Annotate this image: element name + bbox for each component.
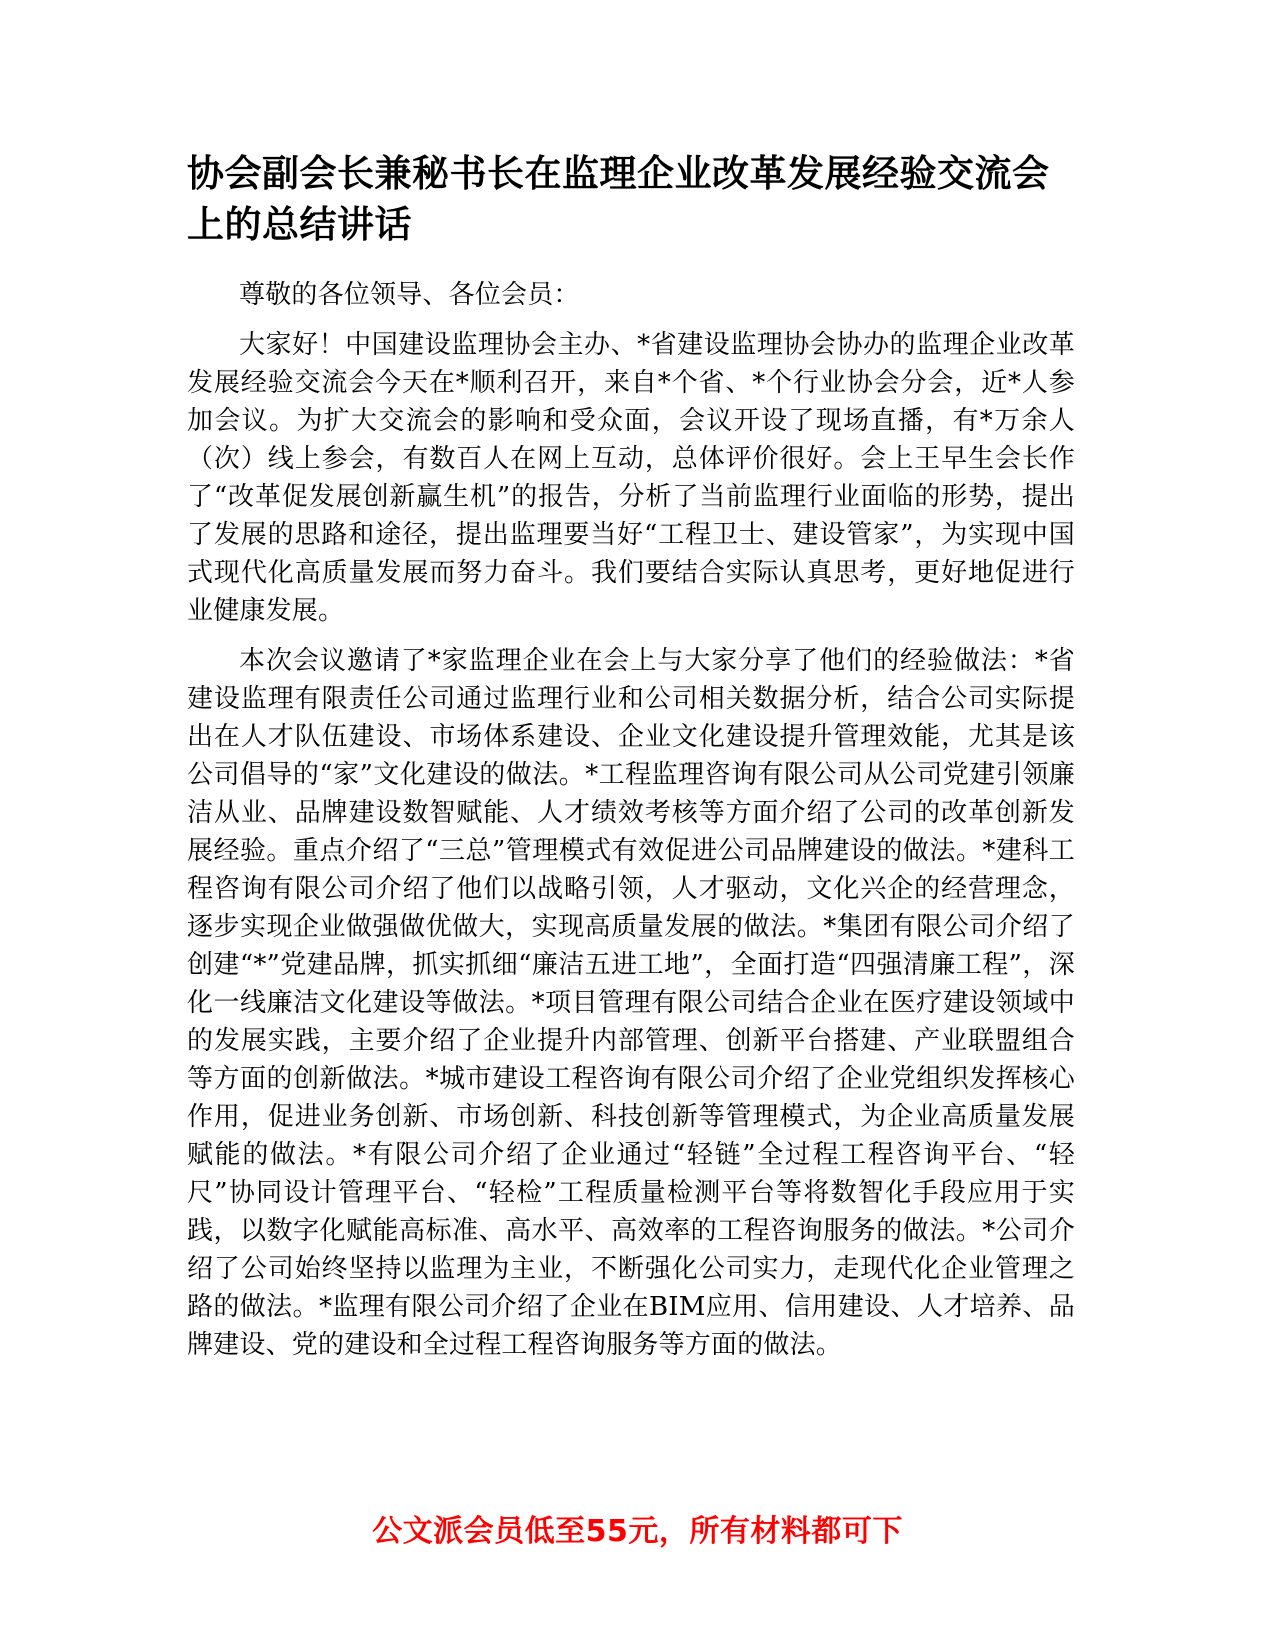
document-title: 协会副会长兼秘书长在监理企业改革发展经验交流会上的总结讲话 [187,152,1050,246]
document-body [187,148,1075,1376]
paragraph-experience: 本次会议邀请了*家监理企业在会上与大家分享了他们的经验做法：*省建设监理有限责任公司通过监理行业和公司相关数据分析，结合公司实际提出在人才队伍建设、市场体系建设、企业文化建设提升管理效能，尤其是该公司倡导的“家”文化建设的做法。*工程监理咨询有限公司从公司党建引领廉洁从业、品牌建设数智赋能、人才绩效考核等方面介绍了公司的改革创新发展经验。重点介绍了“三总”管理模式有效促进公司品牌建设的做法。*建科工程咨询有限公司介绍了他们以战略引领，人才驱动，文化兴企的经营理念，逐步实现企业做强做优做大，实现高质量发展的做法。*集团有限公司介绍了创建“*”党建品牌，抓实抓细“廉洁五进工地”，全面打造“四强清廉工程”，深化一线廉洁文化建设等做法。*项目管理有限公司结合企业在医疗建设领域中的发展实践，主要介绍了企业提升内部管理、创新平台搭建、产业联盟组合等方面的创新做法。*城市建设工程咨询有限公司介绍了企业党组织发挥核心作用，促进业务创新、市场创新、科技创新等管理模式，为企业高质量发展赋能的做法。*有限公司介绍了企业通过“轻链”全过程工程咨询平台、“轻尺”协同设计管理平台、“轻检”工程质量检测平台等将数智化手段应用于实践，以数字化赋能高标准、高水平、高效率的工程咨询服务的做法。*公司介绍了公司始终坚持以监理为主业，不断强化公司实力，走现代化企业管理之路的做法。*监理有限公司介绍了企业在BIM应用、信用建设、人才培养、品牌建设、党的建设和全过程工程咨询服务等方面的做法。 [187,646,1075,1360]
salutation: 尊敬的各位领导、各位会员： [239,280,580,310]
paragraph-opening: 大家好！中国建设监理协会主办、*省建设监理协会协办的监理企业改革发展经验交流会今天在*顺利召开，来自*个省、*个行业协会分会，近*人参加会议。为扩大交流会的影响和受众面，会议开设了现场直播，有*万余人（次）线上参会，有数百人在网上互动，总体评价很好。会上王早生会长作了“改革促发展创新赢生机”的报告，分析了当前监理行业面临的形势，提出了发展的思路和途径，提出监理要当好“工程卫士、建设管家”，为实现中国式现代化高质量发展而努力奋斗。我们要结合实际认真思考，更好地促进行业健康发展。 [187,330,1075,626]
promo-banner: 公文派会员低至55元，所有材料都可下 [372,1514,903,1549]
